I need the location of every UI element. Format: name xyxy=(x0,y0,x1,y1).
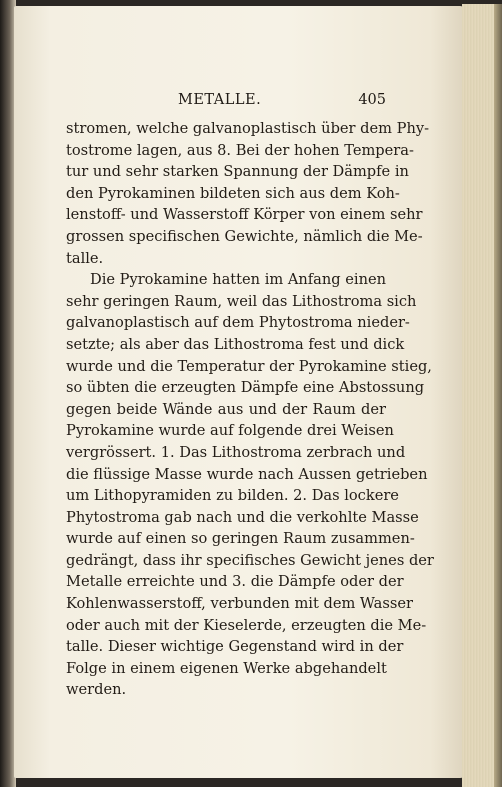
text-line: die flüssige Masse wurde nach Aussen getrieben xyxy=(66,465,428,483)
text-line: tur und sehr starken Spannung der Dämpfe in xyxy=(66,163,409,181)
text-line: den Pyrokaminen bildeten sich aus dem Koh- xyxy=(66,184,400,202)
text-line: stromen, welche galvanoplastisch über dem Phy- xyxy=(66,120,430,137)
text-line: Kohlenwasserstoff, verbunden mit dem Wasser xyxy=(66,595,413,613)
text-line: werden. xyxy=(66,681,127,699)
text-line: talle. xyxy=(66,249,104,267)
text-line: setzte; als aber das Lithostroma fest und dick xyxy=(66,335,405,353)
text-line: tostrome lagen, aus 8. Bei der hohen Tempera- xyxy=(66,141,414,159)
text-line: gegen beide Wände aus und der Raum der xyxy=(66,400,386,418)
text-line: wurde und die Temperatur der Pyrokamine stieg, xyxy=(66,357,432,375)
body-text xyxy=(66,118,434,701)
text-line: wurde auf einen so geringen Raum zusammen- xyxy=(66,530,415,548)
text-line: galvanoplastisch auf dem Phytostroma nieder- xyxy=(66,314,410,332)
text-line: talle. Dieser wichtige Gegenstand wird in der xyxy=(66,638,404,656)
text-line: Phytostroma gab nach und die verkohlte Masse xyxy=(66,508,419,526)
paragraph-1 xyxy=(66,118,430,269)
text-line: grossen specifischen Gewichte, nämlich die Me- xyxy=(66,227,423,245)
text-line: Folge in einem eigenen Werke abgehandelt xyxy=(66,659,387,677)
text-line: Metalle erreichte und 3. die Dämpfe oder der xyxy=(66,573,404,591)
text-line: Die Pyrokamine hatten im Anfang einen xyxy=(90,271,387,289)
page-number: 405 xyxy=(358,92,386,108)
text-line: vergrössert. 1. Das Lithostroma zerbrach und xyxy=(66,443,406,461)
paragraph-2 xyxy=(66,269,434,701)
text-line: oder auch mit der Kieselerde, erzeugten die Me- xyxy=(66,616,427,634)
text-line: Pyrokamine wurde auf folgende drei Weisen xyxy=(66,422,394,440)
page-stack-edge xyxy=(462,4,502,787)
running-head: METALLE. xyxy=(178,92,262,108)
text-line: sehr geringen Raum, weil das Lithostroma sich xyxy=(66,292,417,310)
page-header xyxy=(66,92,386,112)
text-line: um Lithopyramiden zu bilden. 2. Das lockere xyxy=(66,487,399,505)
text-line: gedrängt, dass ihr specifisches Gewicht jenes der xyxy=(66,551,434,569)
text-line: so übten die erzeugten Dämpfe eine Abstossung xyxy=(66,379,425,397)
text-line: lenstoff- und Wasserstoff Körper von einem sehr xyxy=(66,206,423,224)
